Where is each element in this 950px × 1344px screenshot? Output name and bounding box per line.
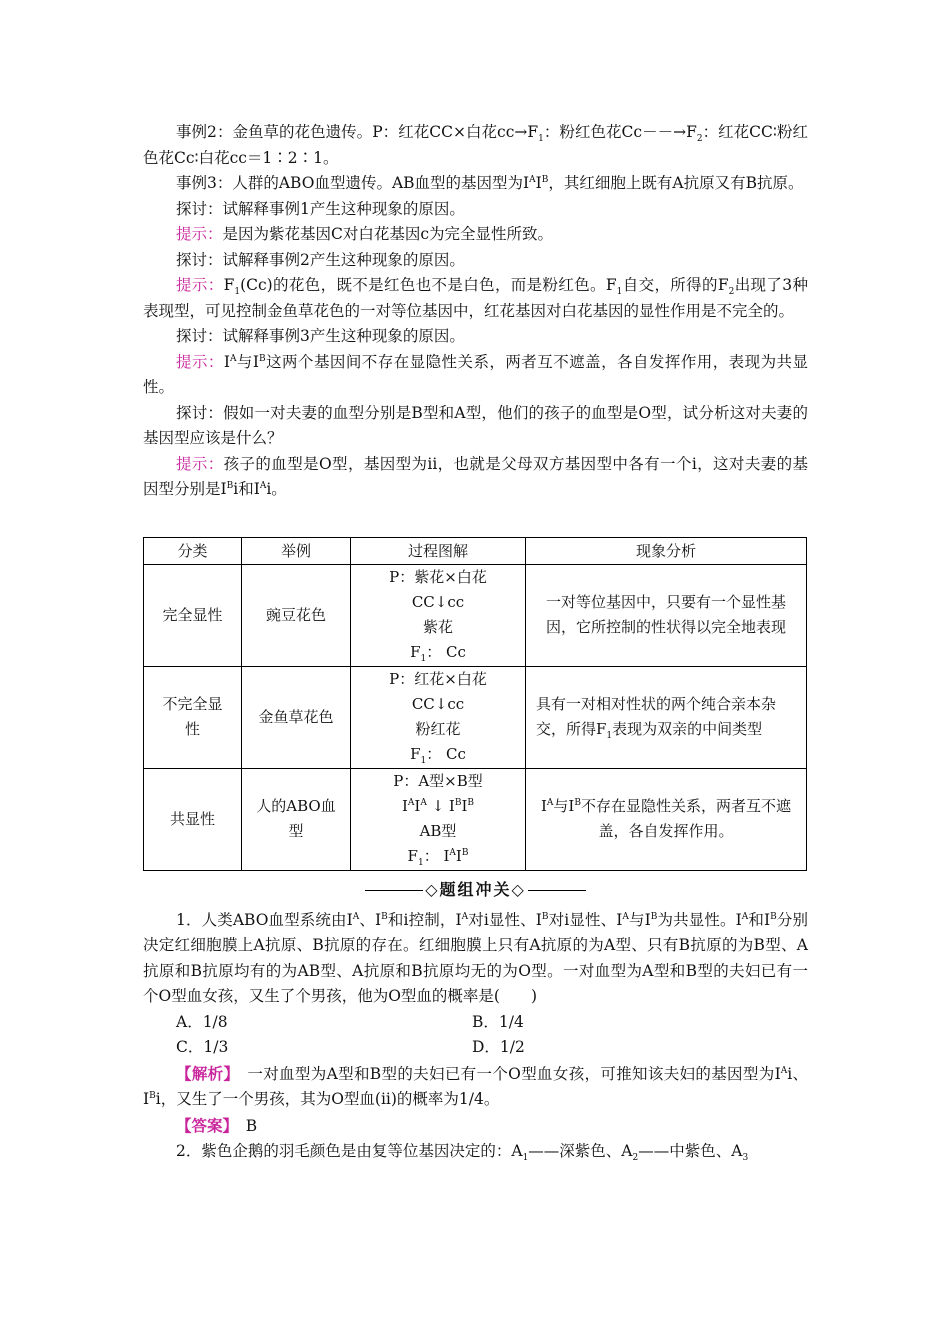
option-c[interactable]: C．1/3 [176,1038,229,1056]
table-cell: $I^A$与$I^B$不存在显隐性关系，两者互不遮盖，各自发挥作用。 [526,768,807,870]
table-cell: 不完全显性 [144,666,242,768]
table-header: 现象分析 [526,537,807,564]
table-cell: 豌豆花色 [242,564,351,666]
table-header-row [144,537,807,564]
table-header: 过程图解 [351,537,526,564]
case-3: 事例3：人群的ABO血型遗传。AB血型的基因型为$I^AI^B$，其红细胞上既有A抗原又有B抗原。 [176,174,804,192]
table-row [144,564,807,666]
table-row [144,768,807,870]
table-cell: 共显性 [144,768,242,870]
exercise-1: 1．人类ABO血型系统由$I^A$、$I^B$和i控制，$I^A$对i显性、$I^B$对i显性、$I^A$与$I^B$为共显性。$I^A$和$I^B$分别决定红细胞膜上A抗原、B抗原的存在。红细胞膜上只有A抗原的为A型、只有B抗原的为B型、A抗原和B抗原均有的为AB型、A抗原和B抗原均无的为O型。一对血型为A型和B型的夫妇已有一个O型血女孩，又生了个男孩，他为O型血的概率是( ) [143,910,808,1005]
exercise-2: 2．紫色企鹅的羽毛颜色是由复等位基因决定的：$A_1——$深紫色、$A_2——$中紫色、$A_3$ [176,1142,749,1164]
option-d[interactable]: D．1/2 [472,1038,525,1056]
table-header: 举例 [242,537,351,564]
option-a[interactable]: A．1/8 [176,1012,228,1031]
analysis: 【解析】 一对血型为A型和B型的夫妇已有一个O型血女孩，可推知该夫妇的基因型为$I^Ai$、$I^Bi$，又生了一个男孩，其为O型血(ii)的概率为1/4。 [143,1063,808,1108]
section-divider: ◇题组冲关◇ [143,877,808,900]
process-cell: P：紫花×白花 CC↓cc 紫花 $F_1$： Cc [351,564,526,666]
process-cell: P：A型×B型 $I^AI^A$ ↓ $I^BI^B$ AB型 $F_1$： $I^AI^B$ [351,768,526,870]
table-cell: 具有一对相对性状的两个纯合亲本杂交，所得$F_1$表现为双亲的中间类型 [526,666,807,768]
table-cell: 完全显性 [144,564,242,666]
hint-1: 提示：是因为紫花基因C对白花基因c为完全显性所致。 [176,225,554,243]
process-cell: P：红花×白花 CC↓cc 粉红花 $F_1$： Cc [351,666,526,768]
question-4: 探讨：假如一对夫妻的血型分别是B型和A型，他们的孩子的血型是O型，试分析这对夫妻的基因型应该是什么？ [143,403,808,447]
question-2: 探讨：试解释事例2产生这种现象的原因。 [176,250,465,269]
table-cell: 一对等位基因中，只要有一个显性基因，它所控制的性状得以完全地表现 [526,564,807,666]
dominance-table [143,537,807,871]
table-row [144,666,807,768]
answer: 【答案】 B [176,1115,258,1135]
table-cell: 金鱼草花色 [242,666,351,768]
document-page [143,120,808,1165]
table-header: 分类 [144,537,242,564]
question-3: 探讨：试解释事例3产生这种现象的原因。 [176,327,465,345]
hint-4: 提示：孩子的血型是O型，基因型为ii，也就是父母双方基因型中各有一个i，这对夫妻的基因型分别是$I^Bi$和$I^Ai$。 [143,454,808,498]
case-2: 事例2：金鱼草的花色遗传。P：红花CC×白花$cc\to F_1$：粉红色花$Cc--\to F_2$：红花CC∶粉红色花Cc∶白花cc＝1∶2∶1。 [143,123,808,167]
option-b[interactable]: B．1/4 [472,1012,524,1031]
hint-3: 提示：$I^A$与$I^B$这两个基因间不存在显隐性关系，两者互不遮盖，各自发挥作用，表现为共显性。 [143,352,808,396]
hint-2: 提示：$F_1(Cc)$的花色，既不是红色也不是白色，而是粉红色。$F_1$自交，所得的$F_2$出现了3种表现型，可见控制金鱼草花色的一对等位基因中，红花基因对白花基因的显性作用是不完全的。 [143,276,808,320]
table-cell: 人的ABO血型 [242,768,351,870]
options-row [143,1035,808,1061]
options-row [143,1010,808,1036]
question-1: 探讨：试解释事例1产生这种现象的原因。 [176,199,465,218]
